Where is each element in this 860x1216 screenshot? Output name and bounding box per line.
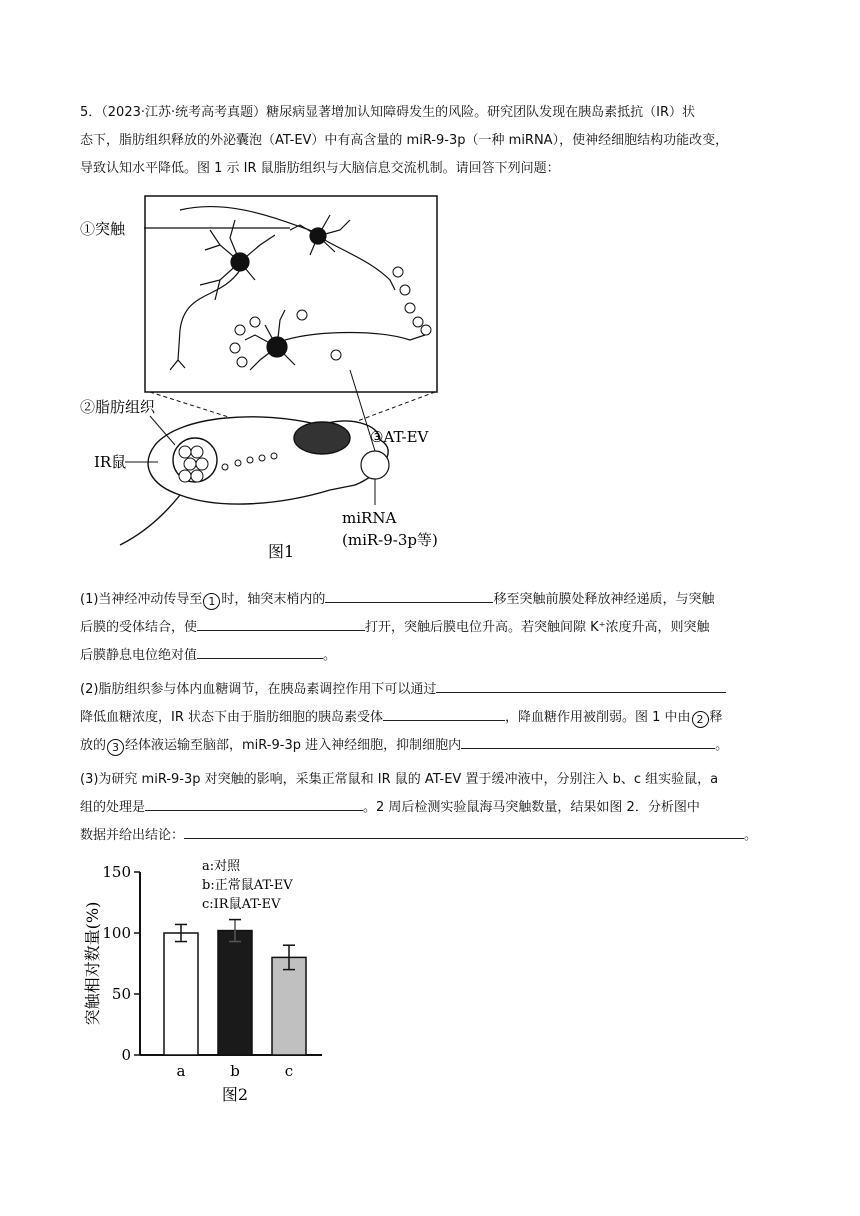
sub2-line2-mid: ，降血糖作用被削弱。图 1 中由 xyxy=(505,710,691,725)
x-tick-label: b xyxy=(230,1062,240,1080)
sub1-line2-start: 后膜的受体结合，使 xyxy=(80,620,198,635)
label-fat-tissue: ②脂肪组织 xyxy=(80,398,156,416)
legend-entry: b:正常鼠AT-EV xyxy=(202,878,293,893)
answer-blank[interactable] xyxy=(325,588,493,603)
y-tick-label: 0 xyxy=(121,1046,131,1064)
answer-blank[interactable] xyxy=(436,678,726,693)
sub2-line2-end: 释 xyxy=(709,710,723,725)
answer-blank[interactable] xyxy=(145,796,363,811)
x-tick-label: c xyxy=(284,1062,294,1080)
sub2-line1-text: (2)脂肪组织参与体内血糖调节，在胰岛素调控作用下可以通过 xyxy=(80,682,437,697)
circled-number: 3 xyxy=(107,739,124,756)
y-tick-label: 100 xyxy=(102,924,131,942)
y-axis-label: 突触相对数量(%) xyxy=(83,901,102,1026)
sub1-line1 xyxy=(80,587,782,613)
sub3-line3 xyxy=(80,823,782,849)
figure1-caption: 图1 xyxy=(268,542,295,560)
y-tick-label: 50 xyxy=(111,985,131,1003)
label-synapse: ①突触 xyxy=(80,220,126,238)
answer-blank[interactable] xyxy=(461,734,715,749)
figure1-diagram xyxy=(80,190,460,560)
sub2-line3-end: 。 xyxy=(715,738,729,753)
label-mirna-detail: (miR-9-3p等) xyxy=(342,531,438,549)
question-intro-line1: 5．（2023·江苏·统考高考真题）糖尿病显著增加认知障碍发生的风险。研究团队发现在胰岛素抵抗（IR）状 xyxy=(80,105,695,120)
sub1-after-circle: 时，轴突末梢内的 xyxy=(221,592,326,607)
sub2-line2-start: 降低血糖浓度，IR 状态下由于脂肪细胞的胰岛素受体 xyxy=(80,710,383,725)
sub2-line3 xyxy=(80,733,782,759)
figure2-chart xyxy=(80,858,340,1108)
label-ir-mouse: IR鼠 xyxy=(94,453,127,471)
sub1-line3 xyxy=(80,643,782,669)
sub3-line3-end: 。 xyxy=(744,828,758,843)
question-intro-line2: 态下，脂肪组织释放的外泌囊泡（AT-EV）中有高含量的 miR-9-3p（一种 miRNA），使神经细胞结构功能改变， xyxy=(80,133,729,148)
bar-a xyxy=(164,933,198,1055)
label-mirna: miRNA xyxy=(342,509,397,527)
question-intro-line3: 导致认知水平降低。图 1 示 IR 鼠脂肪组织与大脑信息交流机制。请回答下列问题： xyxy=(80,161,560,176)
x-tick-label: a xyxy=(176,1062,186,1080)
sub3-line3-start: 数据并给出结论： xyxy=(80,828,185,843)
sub1-prefix: (1)当神经冲动传导至 xyxy=(80,592,203,607)
y-tick-label: 150 xyxy=(102,863,131,881)
sub1-after-blank: 移至突触前膜处释放神经递质，与突触 xyxy=(493,592,715,607)
label-atev: ③AT-EV xyxy=(370,428,429,446)
circled-number: 2 xyxy=(692,711,709,728)
legend-entry: c:IR鼠AT-EV xyxy=(202,897,281,912)
legend-entry: a:对照 xyxy=(202,859,241,874)
sub3-line1: (3)为研究 miR-9-3p 对突触的影响，采集正常鼠和 IR 鼠的 AT-EV 置于缓冲液中，分别注入 b、c 组实验鼠，a xyxy=(80,772,719,787)
answer-blank[interactable] xyxy=(197,644,323,659)
sub3-line2-end: 。2 周后检测实验鼠海马突触数量，结果如图 2．分析图中 xyxy=(363,800,700,815)
figure2-caption: 图2 xyxy=(221,1085,249,1104)
sub1-line2-end: 打开，突触后膜电位升高。若突触间隙 K⁺浓度升高，则突触 xyxy=(365,620,710,635)
bar-c xyxy=(272,957,306,1055)
bar-b xyxy=(218,931,252,1055)
sub2-line3-start: 放的 xyxy=(80,738,107,753)
sub2-line1 xyxy=(80,677,782,703)
sub2-line2 xyxy=(80,705,782,731)
answer-blank[interactable] xyxy=(383,706,505,721)
sub1-line3-start: 后膜静息电位绝对值 xyxy=(80,648,198,663)
answer-blank[interactable] xyxy=(184,824,744,839)
answer-blank[interactable] xyxy=(197,616,365,631)
sub3-line2 xyxy=(80,795,782,821)
sub2-line3-mid: 经体液运输至脑部，miR-9-3p 进入神经细胞，抑制细胞内 xyxy=(125,738,462,753)
sub1-line2 xyxy=(80,615,782,641)
circled-number: 1 xyxy=(203,593,220,610)
sub3-line2-start: 组的处理是 xyxy=(80,800,146,815)
sub1-line3-end: 。 xyxy=(323,648,337,663)
